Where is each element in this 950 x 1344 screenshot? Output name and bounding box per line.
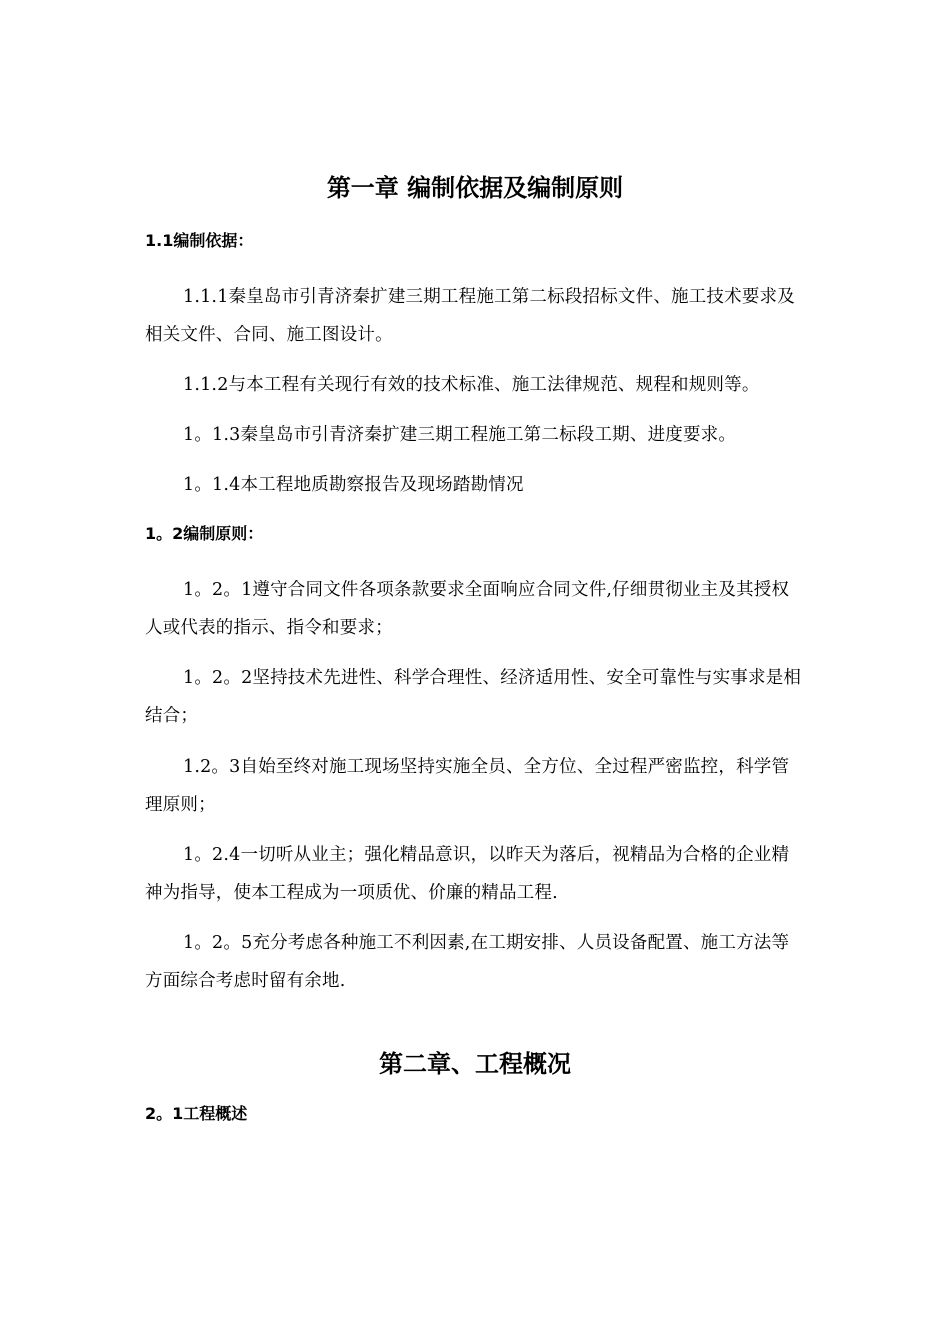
paragraph-1-2-2: 1。2。2坚持技术先进性、科学合理性、经济适用性、安全可靠性与实事求是相结合；: [145, 668, 802, 726]
paragraph-1-2-3: 1.2。3自始至终对施工现场坚持实施全员、全方位、全过程严密监控，科学管理原则；: [145, 757, 790, 815]
chapter-1-title: 第一章 编制依据及编制原则: [326, 174, 624, 202]
section-1-1-heading: 1.1编制依据：: [145, 231, 254, 250]
paragraph-1-2-5: 1。2。5充分考虑各种施工不利因素,在工期安排、人员设备配置、施工方法等方面综合考虑时留有余地.: [145, 933, 790, 991]
paragraph-1-1-4: 1。1.4本工程地质勘察报告及现场踏勘情况: [183, 475, 524, 495]
paragraph-1-2-4: 1。2.4一切听从业主；强化精品意识，以昨天为落后，视精品为合格的企业精神为指导，使本工程成为一项质优、价廉的精品工程.: [145, 845, 790, 903]
paragraph-1-1-1: 1.1.1秦皇岛市引青济秦扩建三期工程施工第二标段招标文件、施工技术要求及相关文件、合同、施工图设计。: [145, 287, 795, 345]
chapter-2-title: 第二章、工程概况: [379, 1050, 571, 1078]
section-1-2-heading: 1。2编制原则：: [145, 524, 264, 543]
paragraph-1-2-1: 1。2。1遵守合同文件各项条款要求全面响应合同文件,仔细贯彻业主及其授权人或代表的指示、指令和要求；: [145, 580, 790, 638]
paragraph-1-1-3: 1。1.3秦皇岛市引青济秦扩建三期工程施工第二标段工期、进度要求。: [183, 425, 737, 445]
paragraph-1-1-2: 1.1.2与本工程有关现行有效的技术标准、施工法律规范、规程和规则等。: [183, 375, 760, 395]
section-2-1-heading: 2。1工程概述: [145, 1104, 248, 1123]
